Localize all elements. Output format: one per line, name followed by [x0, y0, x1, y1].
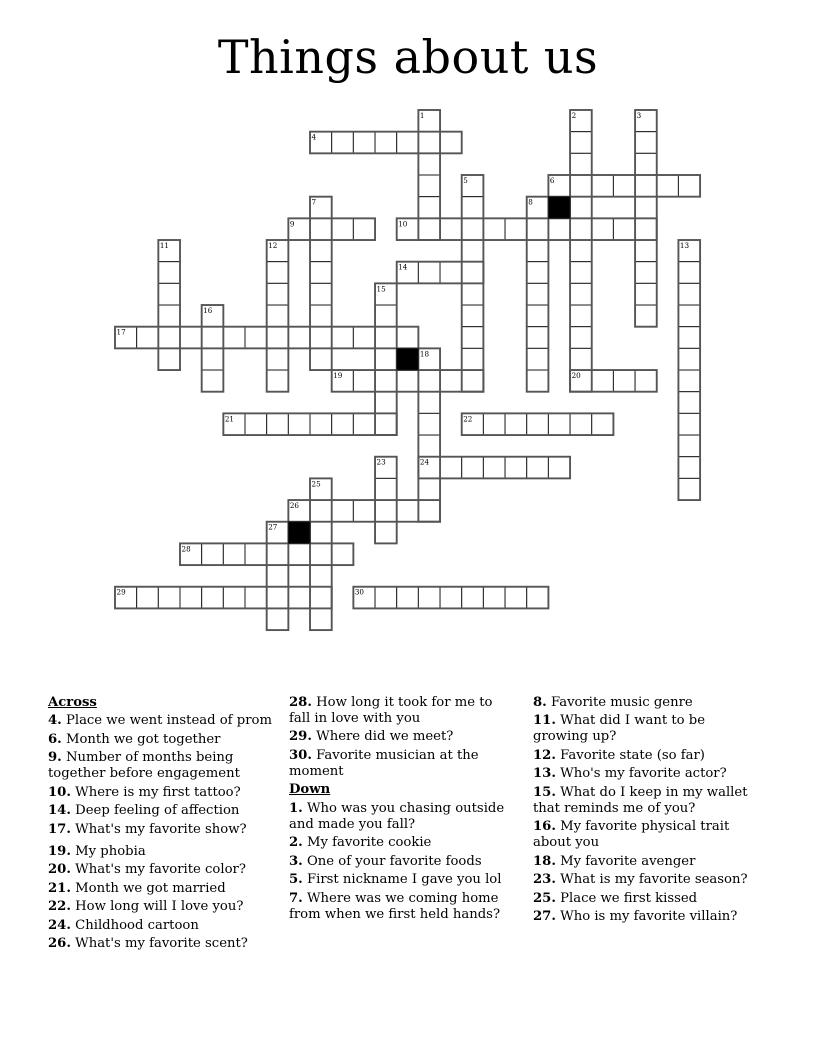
- clue-across-4: 4. Place we went instead of prom: [48, 713, 272, 729]
- grid-cell[interactable]: [310, 240, 332, 262]
- cell-number-20: 20: [571, 371, 581, 381]
- grid-cell[interactable]: [310, 608, 332, 630]
- cell-number-18: 18: [419, 349, 430, 359]
- puzzle-title: Things about us: [217, 30, 599, 84]
- grid-cell[interactable]: [267, 327, 289, 349]
- grid-cell[interactable]: [592, 370, 614, 392]
- grid-cell[interactable]: [202, 348, 224, 370]
- grid-cell[interactable]: [570, 197, 592, 219]
- cell-number-5: 5: [463, 176, 468, 186]
- grid-cell[interactable]: [223, 587, 245, 609]
- grid-cell[interactable]: [332, 132, 354, 154]
- clue-down-27: 27. Who is my favorite villain?: [533, 909, 738, 925]
- clue-across-19: 19. My phobia: [48, 843, 146, 859]
- cell-number-22: 22: [463, 414, 473, 424]
- clue-across-30: 30. Favorite musician at the moment: [289, 747, 479, 779]
- grid-cell[interactable]: [418, 435, 440, 457]
- grid-cell[interactable]: [570, 348, 592, 370]
- grid-cell[interactable]: [527, 370, 549, 392]
- grid-cell[interactable]: [635, 370, 657, 392]
- grid-cell[interactable]: [440, 262, 462, 284]
- grid-cell[interactable]: [267, 413, 289, 435]
- clue-across-26: 26. What's my favorite scent?: [48, 936, 248, 952]
- grid-cell[interactable]: [418, 175, 440, 197]
- clue-number: 24.: [48, 917, 71, 933]
- clue-number: 27.: [533, 909, 556, 925]
- grid-cell[interactable]: [397, 327, 419, 349]
- grid-cell[interactable]: [267, 565, 289, 587]
- clue-number: 8.: [533, 695, 547, 710]
- clue-across-24: 24. Childhood cartoon: [48, 917, 199, 933]
- clue-number: 25.: [533, 890, 556, 906]
- grid-cell[interactable]: [310, 262, 332, 284]
- clue-down-2: 2. My favorite cookie: [289, 835, 432, 851]
- clue-number: 4.: [48, 713, 62, 729]
- grid-cell[interactable]: [245, 413, 267, 435]
- grid-cell[interactable]: [245, 327, 267, 349]
- grid-cell[interactable]: [375, 413, 397, 435]
- clue-header-across: Across: [48, 695, 97, 710]
- clue-down-16: 16. My favorite physical trait about you: [533, 819, 730, 851]
- cell-number-23: 23: [376, 457, 386, 467]
- grid-cell[interactable]: [570, 262, 592, 284]
- grid-cell[interactable]: [288, 543, 310, 565]
- clue-number: 7.: [289, 890, 303, 906]
- grid-cell[interactable]: [527, 305, 549, 327]
- cell-number-19: 19: [333, 371, 343, 381]
- grid-cell[interactable]: [375, 327, 397, 349]
- grid-cell[interactable]: [310, 522, 332, 544]
- grid-cell[interactable]: [418, 197, 440, 219]
- grid-cell[interactable]: [462, 283, 484, 305]
- clue-number: 20.: [48, 862, 71, 878]
- clue-down-23: 23. What is my favorite season?: [533, 872, 748, 888]
- cell-number-16: 16: [203, 306, 213, 316]
- grid-cell[interactable]: [310, 218, 332, 240]
- grid-cell[interactable]: [678, 283, 700, 305]
- clue-number: 2.: [289, 835, 303, 851]
- grid-cell[interactable]: [158, 327, 180, 349]
- grid-cell[interactable]: [288, 587, 310, 609]
- clue-across-28: 28. How long it took for me to fall in love with you: [289, 695, 493, 726]
- clue-number: 23.: [533, 872, 556, 888]
- grid-cell[interactable]: [483, 457, 505, 479]
- grid-cell[interactable]: [462, 240, 484, 262]
- grid-cell[interactable]: [527, 457, 549, 479]
- grid-cell[interactable]: [267, 348, 289, 370]
- grid-cell[interactable]: [310, 283, 332, 305]
- grid-cell[interactable]: [635, 218, 657, 240]
- grid-cell[interactable]: [527, 327, 549, 349]
- grid-cell[interactable]: [678, 262, 700, 284]
- clue-down-25: 25. Place we first kissed: [533, 890, 698, 906]
- grid-cell[interactable]: [678, 478, 700, 500]
- grid-cell[interactable]: [310, 587, 332, 609]
- grid-cell[interactable]: [418, 500, 440, 522]
- grid-cell[interactable]: [375, 370, 397, 392]
- clue-column-2: [289, 695, 513, 925]
- clue-down-11: 11. What did I want to be growing up?: [533, 713, 706, 745]
- clue-number: 21.: [48, 880, 71, 896]
- grid-cell[interactable]: [592, 175, 614, 197]
- cell-number-4: 4: [311, 132, 317, 142]
- grid-cell[interactable]: [592, 413, 614, 435]
- clue-across-17: 17. What's my favorite show?: [48, 821, 247, 837]
- clue-number: 29.: [289, 729, 312, 745]
- grid-cell[interactable]: [548, 413, 570, 435]
- clue-number: 1.: [289, 800, 303, 816]
- grid-cell[interactable]: [418, 413, 440, 435]
- clue-number: 3.: [289, 853, 303, 869]
- grid-cell[interactable]: [418, 262, 440, 284]
- clue-number: 30.: [289, 747, 312, 763]
- grid-cell[interactable]: [570, 327, 592, 349]
- grid-cell[interactable]: [462, 262, 484, 284]
- grid-cell[interactable]: [332, 413, 354, 435]
- grid-cell[interactable]: [137, 327, 159, 349]
- clue-number: 5.: [289, 872, 303, 888]
- grid-cell[interactable]: [375, 522, 397, 544]
- black-cell: [288, 522, 310, 544]
- grid-cell[interactable]: [462, 327, 484, 349]
- grid-cell[interactable]: [678, 370, 700, 392]
- grid-cell[interactable]: [267, 305, 289, 327]
- grid-cell[interactable]: [440, 132, 462, 154]
- grid-cell[interactable]: [397, 587, 419, 609]
- grid-cell[interactable]: [310, 500, 332, 522]
- clue-down-5: 5. First nickname I gave you lol: [289, 872, 502, 888]
- cell-number-30: 30: [354, 587, 365, 597]
- grid-cell[interactable]: [310, 413, 332, 435]
- grid-cell[interactable]: [288, 327, 310, 349]
- grid-cell[interactable]: [678, 435, 700, 457]
- grid-cell[interactable]: [397, 132, 419, 154]
- clue-number: 9.: [48, 750, 62, 766]
- grid-cell[interactable]: [678, 327, 700, 349]
- clue-across-14: 14. Deep feeling of affection: [48, 803, 240, 819]
- grid-cell[interactable]: [462, 348, 484, 370]
- grid-cell[interactable]: [353, 370, 375, 392]
- grid-cell[interactable]: [418, 218, 440, 240]
- grid-cell[interactable]: [657, 175, 679, 197]
- grid-cell[interactable]: [202, 543, 224, 565]
- grid-cell[interactable]: [635, 197, 657, 219]
- grid-cell[interactable]: [505, 413, 527, 435]
- clue-number: 10.: [48, 784, 71, 800]
- grid-cell[interactable]: [418, 392, 440, 414]
- grid-cell[interactable]: [397, 370, 419, 392]
- cell-number-1: 1: [419, 111, 425, 120]
- grid-cell[interactable]: [462, 370, 484, 392]
- grid-cell[interactable]: [180, 327, 202, 349]
- grid-cell[interactable]: [310, 305, 332, 327]
- grid-cell[interactable]: [310, 327, 332, 349]
- clue-across-6: 6. Month we got together: [48, 731, 221, 747]
- grid-cell[interactable]: [613, 175, 635, 197]
- cell-number-21: 21: [224, 414, 235, 424]
- grid-cell[interactable]: [505, 218, 527, 240]
- grid-cell[interactable]: [527, 587, 549, 609]
- grid-cell[interactable]: [635, 153, 657, 175]
- clue-across-21: 21. Month we got married: [48, 880, 226, 896]
- cell-number-11: 11: [159, 241, 169, 251]
- cell-number-10: 10: [398, 219, 408, 229]
- clue-down-7: 7. Where was we coming home from when we first held hands?: [289, 890, 501, 922]
- grid-cell[interactable]: [505, 457, 527, 479]
- cell-number-12: 12: [268, 241, 278, 251]
- grid-cell[interactable]: [505, 587, 527, 609]
- grid-cell[interactable]: [202, 587, 224, 609]
- grid-cell[interactable]: [678, 457, 700, 479]
- grid-cell[interactable]: [527, 283, 549, 305]
- grid-cell[interactable]: [440, 587, 462, 609]
- clue-number: 18.: [533, 853, 556, 869]
- grid-cell[interactable]: [267, 608, 289, 630]
- clue-column-1: [48, 695, 280, 955]
- cell-number-28: 28: [181, 544, 191, 554]
- grid-cell[interactable]: [483, 218, 505, 240]
- grid-cell[interactable]: [527, 218, 549, 240]
- grid-cell[interactable]: [613, 218, 635, 240]
- grid-cell[interactable]: [678, 392, 700, 414]
- cell-number-15: 15: [376, 284, 386, 294]
- grid-cell[interactable]: [527, 413, 549, 435]
- grid-cell[interactable]: [353, 413, 375, 435]
- cell-number-8: 8: [528, 197, 533, 207]
- clue-across-10: 10. Where is my first tattoo?: [48, 784, 241, 800]
- clue-number: 16.: [533, 819, 556, 835]
- cell-number-24: 24: [419, 457, 430, 467]
- grid-cell[interactable]: [202, 327, 224, 349]
- cell-number-26: 26: [289, 501, 300, 511]
- grid-cell[interactable]: [267, 370, 289, 392]
- grid-cell[interactable]: [570, 153, 592, 175]
- grid-cell[interactable]: [332, 327, 354, 349]
- cell-number-2: 2: [571, 111, 577, 120]
- grid-cell[interactable]: [570, 132, 592, 154]
- grid-cell[interactable]: [353, 327, 375, 349]
- black-cell: [397, 348, 419, 370]
- grid-cell[interactable]: [570, 305, 592, 327]
- clue-down-18: 18. My favorite avenger: [533, 853, 696, 869]
- grid-cell[interactable]: [180, 587, 202, 609]
- black-cell: [548, 197, 570, 219]
- grid-cell[interactable]: [548, 218, 570, 240]
- clue-column-3: [533, 695, 761, 928]
- grid-cell[interactable]: [137, 587, 159, 609]
- cell-number-13: 13: [679, 241, 690, 251]
- clue-down-13: 13. Who's my favorite actor?: [533, 766, 727, 782]
- cell-number-25: 25: [311, 479, 321, 489]
- grid-cell[interactable]: [223, 327, 245, 349]
- grid-cell[interactable]: [570, 240, 592, 262]
- grid-cell[interactable]: [332, 500, 354, 522]
- grid-cell[interactable]: [375, 478, 397, 500]
- grid-cell[interactable]: [288, 413, 310, 435]
- grid-cell[interactable]: [527, 240, 549, 262]
- grid-cell[interactable]: [527, 348, 549, 370]
- grid-cell[interactable]: [592, 218, 614, 240]
- grid-cell[interactable]: [375, 348, 397, 370]
- clue-number: 22.: [48, 899, 71, 915]
- grid-cell[interactable]: [310, 543, 332, 565]
- grid-cell[interactable]: [267, 543, 289, 565]
- grid-cell[interactable]: [245, 587, 267, 609]
- grid-cell[interactable]: [353, 132, 375, 154]
- grid-cell[interactable]: [397, 500, 419, 522]
- clue-down-3: 3. One of your favorite foods: [289, 853, 482, 869]
- grid-cell[interactable]: [678, 305, 700, 327]
- clue-number: 19.: [48, 843, 71, 859]
- grid-cell[interactable]: [570, 218, 592, 240]
- grid-cell[interactable]: [483, 413, 505, 435]
- clue-number: 28.: [289, 695, 312, 710]
- grid-cell[interactable]: [440, 457, 462, 479]
- grid-cell[interactable]: [267, 587, 289, 609]
- grid-cell[interactable]: [375, 392, 397, 414]
- grid-cell[interactable]: [635, 305, 657, 327]
- clue-down-12: 12. Favorite state (so far): [533, 747, 705, 763]
- grid-cell[interactable]: [202, 370, 224, 392]
- grid-cell[interactable]: [570, 413, 592, 435]
- grid-cell[interactable]: [635, 240, 657, 262]
- clue-down-1: 1. Who was you chasing outside and made you fall?: [289, 800, 505, 832]
- grid-cell[interactable]: [245, 543, 267, 565]
- cell-number-29: 29: [116, 587, 126, 597]
- clue-across-9: 9. Number of months being together before engagement: [48, 750, 240, 782]
- grid-cell[interactable]: [375, 305, 397, 327]
- clue-across-29: 29. Where did we meet?: [289, 729, 454, 745]
- clue-number: 13.: [533, 766, 556, 782]
- cell-number-3: 3: [636, 111, 642, 120]
- grid-cell[interactable]: [267, 262, 289, 284]
- grid-cell[interactable]: [462, 218, 484, 240]
- grid-cell[interactable]: [635, 262, 657, 284]
- grid-cell[interactable]: [418, 478, 440, 500]
- grid-cell[interactable]: [527, 262, 549, 284]
- grid-cell[interactable]: [418, 153, 440, 175]
- clue-number: 12.: [533, 747, 556, 763]
- cell-number-7: 7: [311, 197, 317, 207]
- grid-cell[interactable]: [332, 543, 354, 565]
- clue-number: 11.: [533, 713, 556, 729]
- grid-cell[interactable]: [462, 587, 484, 609]
- clue-number: 14.: [48, 803, 71, 819]
- grid-cell[interactable]: [418, 587, 440, 609]
- clue-number: 26.: [48, 936, 71, 952]
- cell-number-9: 9: [289, 219, 295, 229]
- grid-cell[interactable]: [353, 218, 375, 240]
- grid-cell[interactable]: [158, 587, 180, 609]
- clue-number: 15.: [533, 784, 556, 800]
- grid-cell[interactable]: [678, 175, 700, 197]
- grid-cell[interactable]: [440, 218, 462, 240]
- clue-number: 6.: [48, 731, 62, 747]
- grid-cell[interactable]: [462, 197, 484, 219]
- clue-header-down: Down: [289, 782, 331, 798]
- grid-cell[interactable]: [678, 348, 700, 370]
- grid-cell[interactable]: [483, 587, 505, 609]
- grid-cell[interactable]: [570, 283, 592, 305]
- grid-cell[interactable]: [570, 175, 592, 197]
- grid-cell[interactable]: [440, 370, 462, 392]
- grid-cell[interactable]: [375, 132, 397, 154]
- grid-cell[interactable]: [332, 218, 354, 240]
- clue-number: 17.: [48, 821, 71, 837]
- grid-cell[interactable]: [158, 348, 180, 370]
- grid-cell[interactable]: [462, 457, 484, 479]
- grid-cell[interactable]: [635, 132, 657, 154]
- cell-number-6: 6: [549, 176, 555, 186]
- grid-cell[interactable]: [310, 348, 332, 370]
- grid-cell[interactable]: [635, 175, 657, 197]
- grid-cell[interactable]: [462, 305, 484, 327]
- grid-cell[interactable]: [353, 500, 375, 522]
- grid-cell[interactable]: [635, 283, 657, 305]
- clue-down-15: 15. What do I keep in my wallet that reminds me of you?: [533, 784, 748, 816]
- grid-cell[interactable]: [418, 370, 440, 392]
- clue-down-8: 8. Favorite music genre: [533, 695, 693, 710]
- grid-cell[interactable]: [678, 413, 700, 435]
- grid-cell[interactable]: [613, 370, 635, 392]
- grid-cell[interactable]: [267, 283, 289, 305]
- grid-cell[interactable]: [158, 262, 180, 284]
- grid-cell[interactable]: [548, 457, 570, 479]
- grid-cell[interactable]: [223, 543, 245, 565]
- cell-number-14: 14: [398, 262, 408, 272]
- clue-across-22: 22. How long will I love you?: [48, 899, 244, 915]
- grid-cell[interactable]: [375, 587, 397, 609]
- grid-cell[interactable]: [158, 283, 180, 305]
- cell-number-27: 27: [268, 522, 278, 532]
- grid-cell[interactable]: [375, 500, 397, 522]
- grid-cell[interactable]: [418, 132, 440, 154]
- cell-number-17: 17: [116, 327, 126, 337]
- grid-cell[interactable]: [310, 565, 332, 587]
- grid-cell[interactable]: [158, 305, 180, 327]
- clue-across-20: 20. What's my favorite color?: [48, 862, 246, 878]
